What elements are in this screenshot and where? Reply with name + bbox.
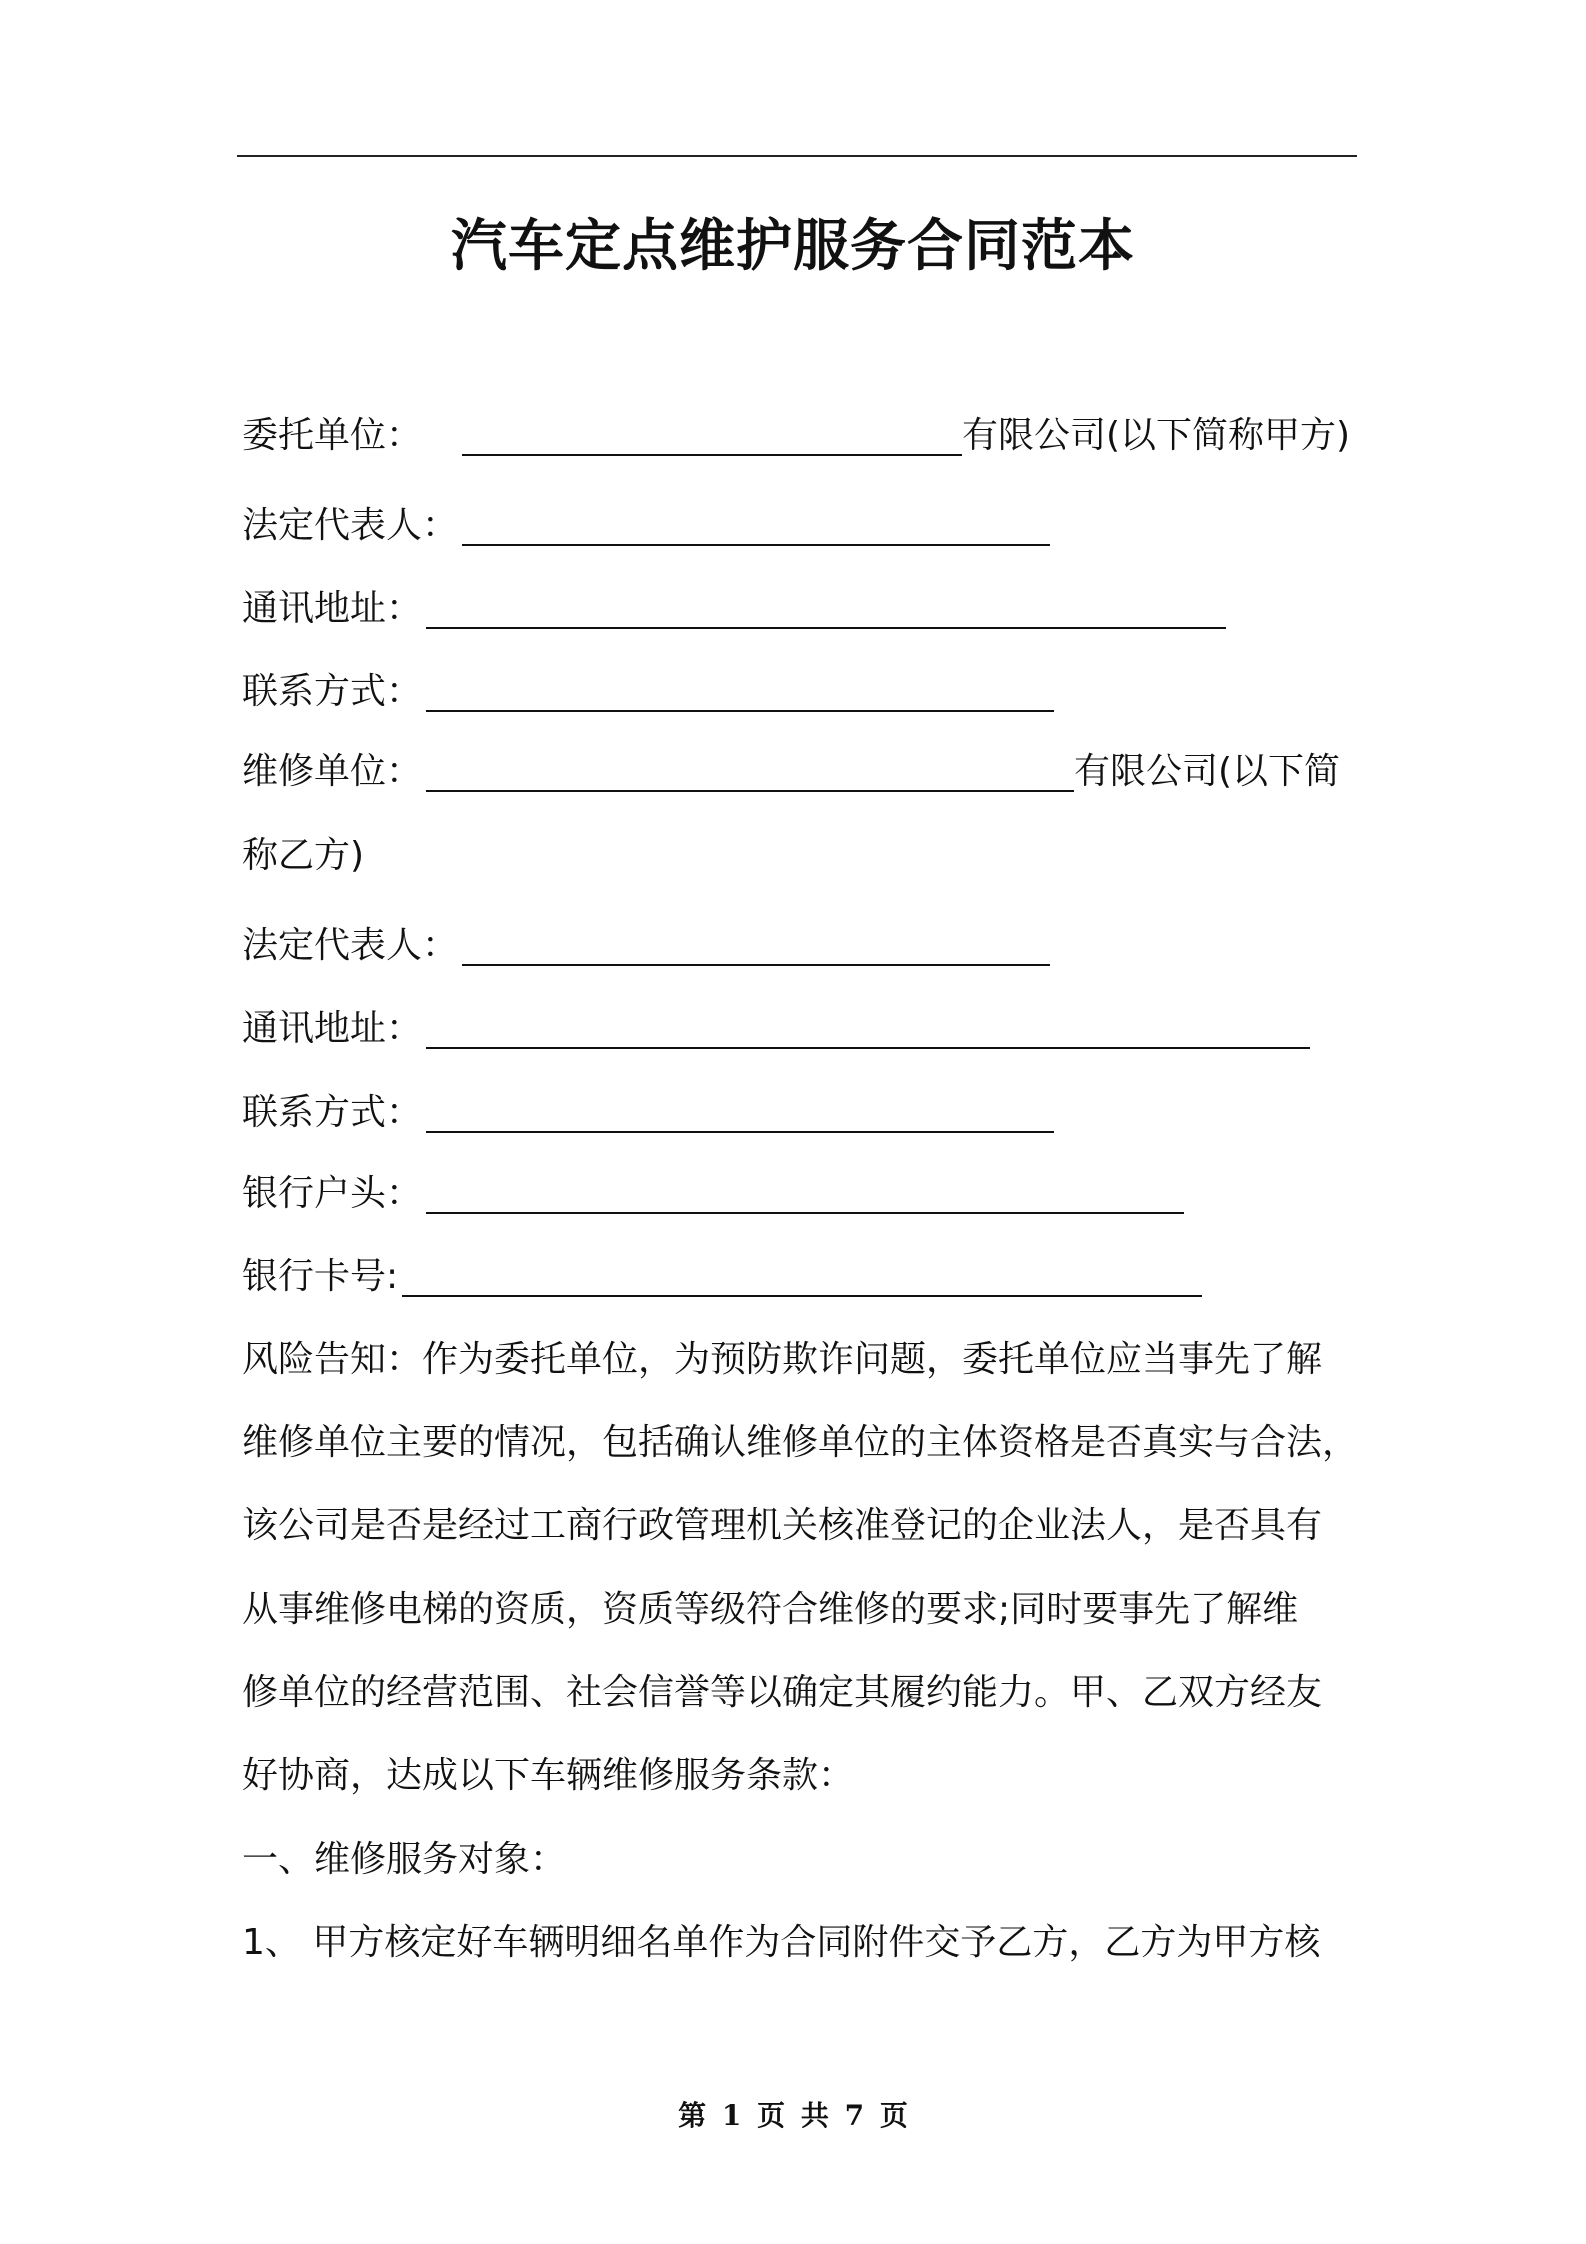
field-label: 通讯地址： — [242, 588, 423, 629]
field-repair-unit-continued — [242, 832, 364, 880]
header-rule — [237, 155, 1357, 157]
field-label: 通讯地址： — [242, 1008, 423, 1049]
clause-line: 1、 甲方核定好车辆明细名单作为合同附件交予乙方，乙方为甲方核 — [242, 1922, 1321, 1963]
field-suffix: 有限公司(以下简 — [1074, 751, 1341, 792]
field-label: 联系方式： — [242, 1092, 423, 1133]
fill-blank — [402, 1257, 1202, 1297]
fill-blank — [426, 752, 1074, 792]
field-label: 银行卡号: — [242, 1256, 399, 1297]
document-title: 汽车定点维护服务合同范本 — [451, 214, 1135, 279]
fill-blank — [462, 506, 1050, 546]
field-repair-contact — [242, 1089, 1054, 1137]
field-client-contact — [242, 668, 1054, 716]
field-client-address — [242, 585, 1226, 633]
paragraph-line: 维修单位主要的情况，包括确认维修单位的主体资格是否真实与合法， — [242, 1422, 1359, 1463]
fill-blank — [462, 926, 1050, 966]
field-bank-account-name — [242, 1170, 1184, 1218]
paragraph-line: 好协商，达成以下车辆维修服务条款： — [242, 1755, 855, 1796]
field-repair-legal-rep — [242, 922, 1050, 970]
paragraph-line: 该公司是否是经过工商行政管理机关核准登记的企业法人，是否具有 — [242, 1505, 1323, 1546]
fill-blank — [426, 1093, 1054, 1133]
field-label: 维修单位： — [242, 751, 423, 792]
fill-blank — [426, 589, 1226, 629]
fill-blank — [426, 1174, 1184, 1214]
fill-blank — [426, 672, 1054, 712]
fill-blank — [426, 1009, 1310, 1049]
fill-blank — [462, 416, 962, 456]
field-label: 法定代表人： — [242, 925, 459, 966]
paragraph-line: 风险告知：作为委托单位，为预防欺诈问题，委托单位应当事先了解 — [242, 1339, 1323, 1380]
field-label: 法定代表人： — [242, 505, 459, 546]
field-label: 银行户头： — [242, 1173, 423, 1214]
field-repair-address — [242, 1005, 1310, 1053]
section-heading: 一、维修服务对象： — [242, 1839, 567, 1880]
field-client-legal-rep — [242, 502, 1050, 550]
paragraph-line: 修单位的经营范围、社会信誉等以确定其履约能力。甲、乙双方经友 — [242, 1672, 1323, 1713]
field-label: 联系方式： — [242, 671, 423, 712]
page-number-footer: 第 1 页 共 7 页 — [678, 2099, 908, 2132]
field-suffix: 有限公司(以下简称甲方) — [962, 415, 1351, 456]
paragraph-line: 从事维修电梯的资质，资质等级符合维修的要求;同时要事先了解维 — [242, 1589, 1299, 1630]
field-bank-card-number — [242, 1253, 1202, 1301]
field-repair-unit — [242, 748, 1340, 796]
field-label: 委托单位： — [242, 415, 423, 456]
field-label: 称乙方) — [242, 835, 365, 876]
field-client-unit — [242, 412, 1350, 460]
